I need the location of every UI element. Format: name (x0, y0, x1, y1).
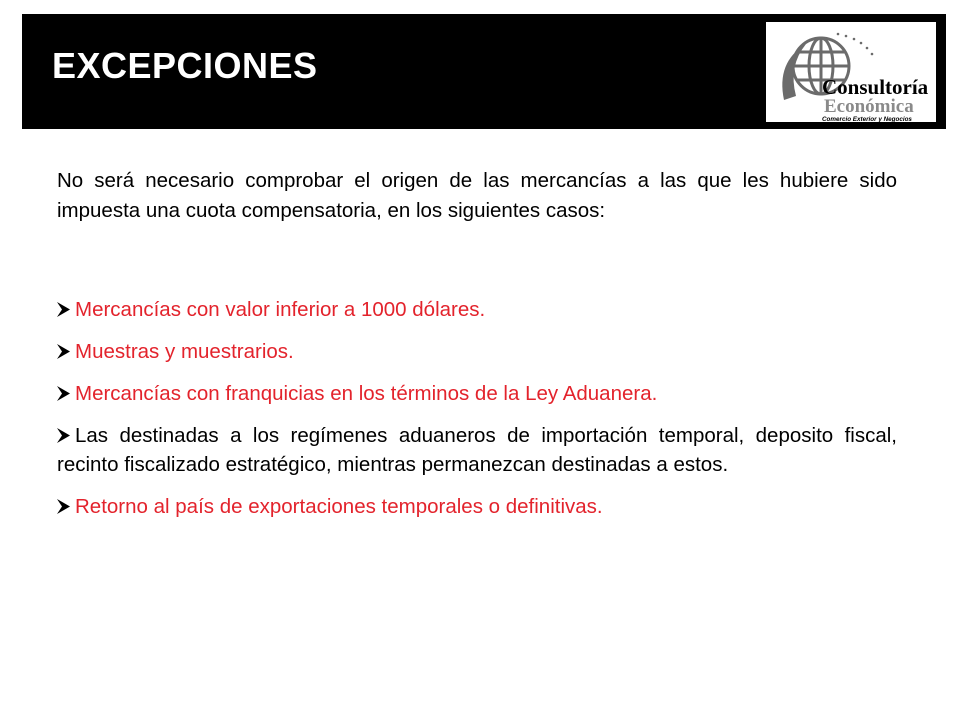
list-item (57, 492, 897, 521)
slide-title: EXCEPCIONES (52, 45, 318, 86)
list-item-text: Retorno al país de exportaciones temporales o definitivas. (75, 495, 603, 518)
list-item-text: Mercancías con valor inferior a 1000 dólares. (75, 298, 486, 321)
list-item (57, 421, 897, 479)
list-item-text: Las destinadas a los regímenes aduaneros de importación temporal, deposito fiscal, recinto fiscalizado estratégico, mientras permanezcan destinadas a estos. (57, 424, 897, 476)
logo-name-2: Económica (824, 96, 914, 117)
logo-name: Consultoría (822, 75, 929, 99)
header-bar (22, 14, 946, 129)
arrow-bullet-icon (57, 386, 70, 401)
list-item (57, 295, 897, 324)
arrow-bullet-icon (57, 302, 70, 317)
company-logo (766, 22, 936, 122)
list-item (57, 337, 897, 366)
arrow-bullet-icon (57, 344, 70, 359)
list-item-text: Mercancías con franquicias en los términos de la Ley Aduanera. (75, 382, 658, 405)
list-item (57, 379, 897, 408)
logo-tagline: Comercio Exterior y Negocios (822, 116, 912, 122)
intro-paragraph: No será necesario comprobar el origen de las mercancías a las que les hubiere sido impuesta una cuota compensatoria, en los siguientes casos: (57, 169, 897, 222)
arrow-bullet-icon (57, 499, 70, 514)
globe-logo-icon (766, 22, 936, 122)
list-item-text: Muestras y muestrarios. (75, 340, 294, 363)
arrow-bullet-icon (57, 428, 70, 443)
exceptions-list (57, 295, 897, 534)
